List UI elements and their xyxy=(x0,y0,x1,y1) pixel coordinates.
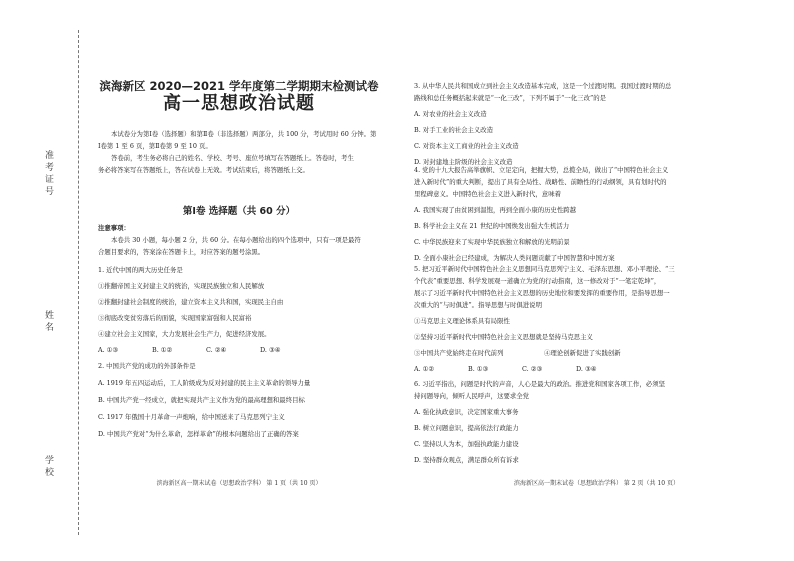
question-stem: 个代表”重要思想、科学发展观一道确立为党的行动指南，这一修改对于“一笔定乾坤”， xyxy=(414,277,661,285)
question-stem: 展示了习近平新时代中国特色社会主义思想的历史地位和要发挥的重要作用，是指导思想一 xyxy=(414,289,670,297)
option-b: B. 中国共产党一经成立，就把实现共产主义作为党的最高理想和最终目标 xyxy=(98,396,305,404)
option-a: A. 对农业的社会主义改造 xyxy=(414,110,487,118)
option-c: C. ②④ xyxy=(206,346,227,354)
question-stem: 6. 习近平指出，问题是时代的声音，人心是最大的政治。推进党和国家各项工作，必须坚 xyxy=(414,380,665,388)
intro-line: 务必将答案写在答题纸上，答在试卷上无效。考试结束后，将答题纸上交。 xyxy=(98,166,309,174)
intro xyxy=(98,128,380,176)
option-d: D. ③④ xyxy=(576,365,597,373)
option-d: D. 全面小康社会已经建成，为解决人类问题贡献了中国智慧和中国方案 xyxy=(414,254,615,262)
question-5 xyxy=(414,263,779,375)
statement-item: ②推翻封建社会制度的统治，建立资本主义共和国，实现民主自由 xyxy=(98,298,284,306)
statement-item: ④理论创新促进了实践创新 xyxy=(544,349,621,357)
section-heading: 第Ⅰ卷 选择题（共 60 分） xyxy=(182,206,296,217)
question-stem: 1. 近代中国的两大历史任务是 xyxy=(98,266,183,274)
option-b: B. 对手工业的社会主义改造 xyxy=(414,126,494,134)
ticket-number-label: 准考证号 xyxy=(43,150,53,198)
question-stem: 里程碑意义。中国特色社会主义进入新时代，意味着 xyxy=(414,190,561,198)
notice-line: 本卷共 30 小题，每小题 2 分，共 60 分。在每小题给出的四个选项中，只有一项是最符 xyxy=(111,236,361,244)
intro-line: 本试卷分为第Ⅰ卷（选择题）和第Ⅱ卷（非选择题）两部分，共 100 分，考试用时 60 分钟。第 xyxy=(111,130,377,138)
question-stem: 4. 党的十九大报告高举旗帜、立足定向，把握大势，总揽全局，做出了“中国特色社会主义 xyxy=(414,166,669,174)
option-c: C. 中华民族迎来了实现中华民族独立和解放的光明前景 xyxy=(414,238,570,246)
subject-title: 高一思想政治试题 xyxy=(163,93,315,114)
question-6 xyxy=(414,378,779,466)
statement-item: ④建立社会主义国家，大力发展社会生产力，促进经济发展。 xyxy=(98,330,271,338)
binding-line xyxy=(78,30,79,535)
option-a: A. ①③ xyxy=(98,346,119,354)
option-d: D. 中国共产党对“为什么革命，怎样革命”的根本问题给出了正确的答案 xyxy=(98,430,299,438)
question-stem: 进入新时代”的重大判断，提出了具有全局性、战略性、前瞻性的行动纲领，具有划时代的 xyxy=(414,178,667,186)
option-c: C. 1917 年俄国十月革命一声炮响，给中国送来了马克思列宁主义 xyxy=(98,413,285,421)
page-1 xyxy=(98,0,380,561)
intro-line: 答卷前，考生务必将自己的姓名、学校、考号、座位号填写在答题纸上。答卷时，考生 xyxy=(111,154,354,162)
notice-line: 合题目要求的，答案涂在答题卡上，对应答案的题号涂黑。 xyxy=(98,248,265,256)
question-4 xyxy=(414,164,779,264)
option-d: D. ③④ xyxy=(260,346,281,354)
page-footer: 滨海新区高一期末试卷（思想政治学科） 第 2 页（共 10 页） xyxy=(514,480,679,487)
notice-title: 注意事项： xyxy=(98,224,130,232)
statement-item: ①推翻帝国主义封建主义的统治，实现民族独立和人民解放 xyxy=(98,282,265,290)
option-a: A. 1919 年五四运动后，工人阶级成为反对封建的民主主义革命的领导力量 xyxy=(98,379,311,387)
question-stem: 路线和总任务概括起来就是“一化三改”，下列不属于“一化三改”的是 xyxy=(414,94,607,102)
page-2 xyxy=(414,0,779,561)
binding-margin xyxy=(0,0,92,561)
option-a: A. 我国实现了由贫困到温饱，再到全面小康的历史性跨越 xyxy=(414,206,577,214)
option-c: C. 坚持以人为本，加强执政能力建设 xyxy=(414,440,519,448)
question-stem: 2. 中国共产党的成功的外部条件是 xyxy=(98,362,196,370)
option-d: D. 对封建地主阶级的社会主义改造 xyxy=(414,158,513,166)
name-label: 姓名 xyxy=(43,310,53,334)
statement-item: ①马克思主义理论体系具有局限性 xyxy=(414,317,510,325)
option-b: B. 科学社会主义在 21 世纪的中国焕发出强大生机活力 xyxy=(414,222,570,230)
question-2 xyxy=(98,360,380,440)
option-c: C. ②③ xyxy=(522,365,543,373)
statement-item: ③彻底改变贫穷落后的面貌，实现国家富强和人民富裕 xyxy=(98,314,252,322)
option-b: B. ①② xyxy=(152,346,173,354)
option-d: D. 坚持群众观点，满足群众所有诉求 xyxy=(414,456,519,464)
question-3 xyxy=(414,80,779,168)
notice xyxy=(98,222,380,258)
question-stem: 次重大的“与时俱进”。指导思想与时俱进说明 xyxy=(414,301,542,309)
question-stem: 5. 把习近平新时代中国特色社会主义思想同马克思列宁主义、毛泽东思想、邓小平理论、“三 xyxy=(414,265,675,273)
option-b: B. ①③ xyxy=(468,365,489,373)
option-b: B. 树立问题意识，提高依法行政能力 xyxy=(414,424,519,432)
question-stem: 持问题导向，倾听人民呼声，这要求全党 xyxy=(414,392,530,400)
option-a: A. ①② xyxy=(414,365,435,373)
statement-item: ②坚持习近平新时代中国特色社会主义思想就是坚持马克思主义 xyxy=(414,333,593,341)
exam-title: 滨海新区 2020—2021 学年度第二学期期末检测试卷 xyxy=(99,79,379,93)
page-footer: 滨海新区高一期末试卷（思想政治学科） 第 1 页（共 10 页） xyxy=(156,480,322,487)
statement-item: ③中国共产党始终走在时代前列 xyxy=(414,349,504,357)
option-c: C. 对资本主义工商业的社会主义改造 xyxy=(414,142,519,150)
question-stem: 3. 从中华人民共和国成立到社会主义改造基本完成，这是一个过渡时期。我国过渡时期的总 xyxy=(414,82,672,90)
intro-line: Ⅰ卷第 1 至 6 页，第Ⅱ卷第 9 至 10 页。 xyxy=(98,142,212,150)
question-1 xyxy=(98,264,380,356)
school-label: 学校 xyxy=(43,455,53,479)
option-a: A. 强化执政意识，决定国家重大事务 xyxy=(414,408,519,416)
